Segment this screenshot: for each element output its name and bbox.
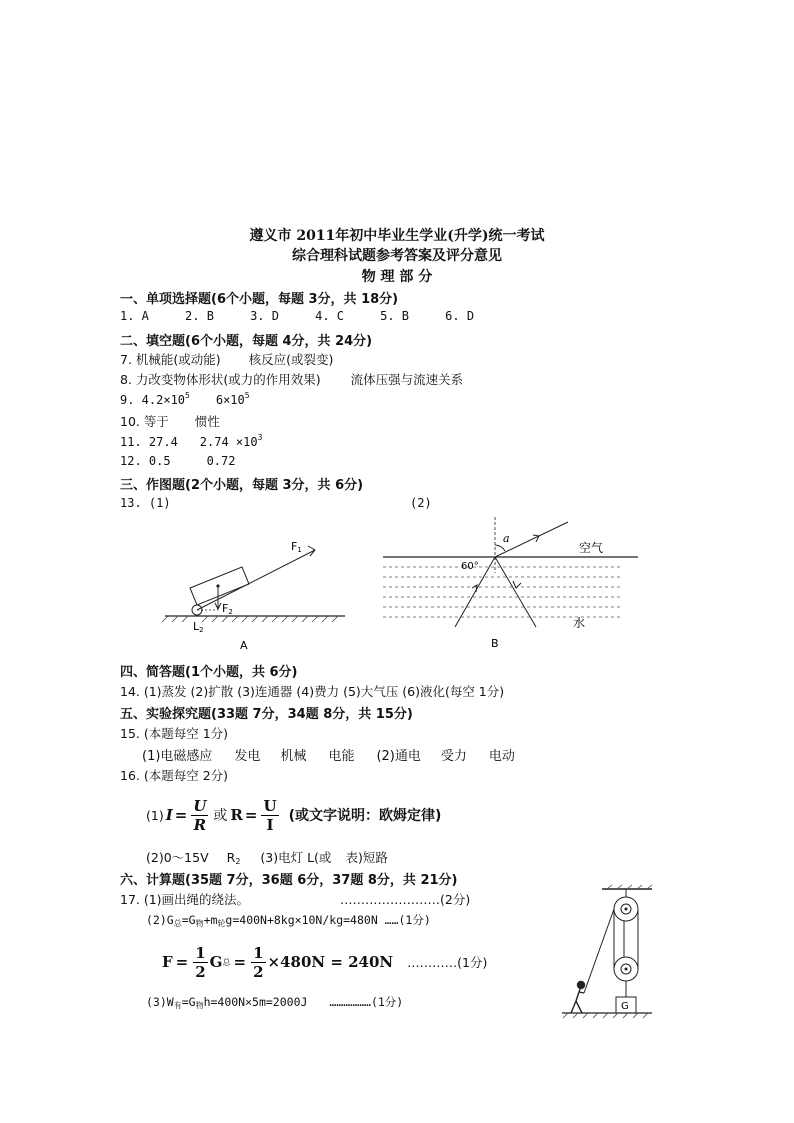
movable-pulley-axle: [625, 968, 628, 971]
fixed-pulley-axle: [625, 908, 628, 911]
figure-a-caption: A: [240, 639, 248, 652]
q15-a5: (2)通电: [376, 749, 421, 764]
q17-1: 17. (1)画出绳的绕法。: [120, 892, 250, 907]
eq-g-equals: =: [233, 953, 247, 971]
eq-result: ×480N = 240N: [267, 953, 394, 971]
frac-half-2: $\frac{1}{2}$: [253, 943, 264, 981]
q11-a: 11. 27.4: [120, 435, 178, 449]
refracted-arrowhead: [513, 581, 521, 588]
alpha-label: a: [503, 532, 510, 545]
q11-b-exp: 3: [257, 433, 263, 442]
q17-1-points: ……………………(2分): [340, 892, 471, 907]
eq-r: R: [230, 806, 243, 824]
figure-b-refraction: [383, 515, 638, 650]
eq-f-equals: =: [175, 953, 189, 971]
q16-r: R: [226, 850, 236, 865]
pulley-figure: [562, 885, 652, 1025]
q16-part2: [146, 848, 388, 866]
q16: 16. (本题每空 2分): [120, 768, 229, 783]
f1-arrowhead: [308, 546, 315, 556]
section-5-heading: 五、实验探究题(33题 7分，34题 8分，共 15分): [120, 707, 413, 722]
load-label: G: [621, 1001, 629, 1012]
section-1-heading: 一、单项选择题(6个小题，每题 3分，共 18分): [120, 292, 399, 307]
eq-equals: =: [174, 806, 188, 824]
q15-a7: 电动: [488, 749, 515, 764]
s1-answers: [120, 309, 474, 323]
q17-2: $(2)G_总=G_物+m_轮g=400N+8kg\times 10N/kg=480N$ ……(1分): [146, 913, 431, 928]
q17-eq-points: …………(1分): [407, 955, 488, 970]
frac-half-1: $\frac{1}{2}$: [195, 943, 206, 981]
q17-force-equation: [162, 940, 487, 984]
answer-2: 2. B: [185, 309, 214, 323]
q15-a1: (1)电磁感应: [142, 749, 213, 764]
l2-label: L2: [193, 620, 204, 634]
answer-5: 5. B: [380, 309, 410, 323]
q8-a: 8. 力改变物体形状(或力的作用效果): [120, 372, 321, 387]
refracted-ray: [495, 557, 536, 627]
q13-part2-label: (2): [410, 496, 432, 510]
f2-label: F2: [222, 602, 233, 616]
q16-pre: (1): [146, 807, 164, 823]
f1-label: F1: [291, 540, 302, 554]
answer-3: 3. D: [250, 309, 279, 323]
water-label: 水: [573, 616, 586, 630]
answer-6: 6. D: [445, 309, 475, 323]
q11: [120, 433, 262, 449]
pulley-ground-hatching: [563, 1013, 648, 1018]
eq-g: G: [209, 953, 223, 971]
q12: [120, 454, 235, 468]
alpha-arc: [495, 545, 505, 551]
eq-or: 或: [213, 808, 228, 824]
q9-a-exp: 5: [185, 391, 190, 400]
q7: [120, 350, 333, 368]
q13-part1-label: 13. (1): [120, 496, 171, 510]
q15-answers: [142, 745, 515, 764]
eq-f: F: [162, 953, 173, 971]
angle-label: 60°: [461, 561, 479, 572]
q10: [120, 412, 220, 430]
water-lines: [383, 567, 623, 617]
rope-line: [197, 550, 315, 610]
q15: 15. (本题每空 1分): [120, 726, 229, 741]
q7-a: 7. 机械能(或动能): [120, 352, 221, 367]
q15-a3: 机械: [280, 749, 307, 764]
q11-b: 2.74 ×10: [199, 435, 258, 449]
q9-b-exp: 5: [244, 391, 250, 400]
part-title: 物 理 部 分: [361, 269, 433, 285]
q9-b: 6×10: [215, 393, 245, 407]
eq-g-sub: 总: [222, 957, 231, 967]
eq-i: I: [165, 806, 173, 824]
eq-equals-2: =: [244, 806, 258, 824]
q8: [120, 370, 463, 388]
f2-point: [216, 584, 219, 587]
answer-1: 1. A: [120, 309, 149, 323]
q14: 14. (1)蒸发 (2)扩散 (3)连通器 (4)费力 (5)大气压 (6)液化(每空 1分): [120, 684, 505, 699]
figure-b-caption: B: [491, 637, 499, 650]
q12-a: 12. 0.5: [120, 454, 171, 468]
pull-rope: [584, 909, 614, 993]
reflected-arrowhead: [472, 585, 477, 592]
q7-b: 核反应(或裂变): [248, 352, 334, 367]
q16-fault-a: (3)电灯 L(或: [260, 850, 332, 865]
q15-a2: 发电: [234, 749, 261, 764]
q9-a: 9. 4.2×10: [120, 393, 186, 407]
q16-r-sub: 2: [235, 857, 241, 866]
q10-b: 惯性: [194, 414, 220, 429]
section-2-heading: 二、填空题(6个小题，每题 4分，共 24分): [120, 334, 373, 349]
q15-a4: 电能: [328, 749, 355, 764]
section-6-heading: 六、计算题(35题 7分，36题 6分，37题 8分，共 21分): [120, 873, 458, 888]
q8-b: 流体压强与流速关系: [350, 372, 464, 387]
q9: [120, 391, 250, 407]
air-label: 空气: [579, 541, 604, 555]
q16-fault-b: 表)短路: [345, 850, 388, 865]
exam-subtitle: 综合理科试题参考答案及评分意见: [292, 248, 502, 264]
figure-a-lever: [160, 530, 360, 655]
ohm-law-note: (或文字说明：欧姆定律): [288, 808, 442, 824]
section-4-heading: 四、简答题(1个小题，共 6分): [120, 665, 298, 680]
person-figure: [571, 982, 585, 1014]
q17-3: $(3)W_有=G_物h=400N\times 5m=2000J$ ………………(1分): [146, 995, 404, 1010]
q10-a: 10. 等于: [120, 414, 169, 429]
frac-u-r: $\frac{U}{R}$: [193, 796, 207, 834]
answer-4: 4. C: [315, 309, 344, 323]
frac-u-i: $\frac{U}{I}$: [263, 796, 277, 834]
q16-equation: [146, 795, 441, 835]
q12-b: 0.72: [206, 454, 236, 468]
section-3-heading: 三、作图题(2个小题，每题 3分，共 6分): [120, 478, 364, 493]
q15-a6: 受力: [440, 749, 467, 764]
q16-range: (2)0～15V: [146, 850, 209, 865]
ground-hatching: [162, 616, 338, 622]
exam-title: 遵义市 2011年初中毕业生学业(升学)统一考试: [249, 228, 545, 244]
